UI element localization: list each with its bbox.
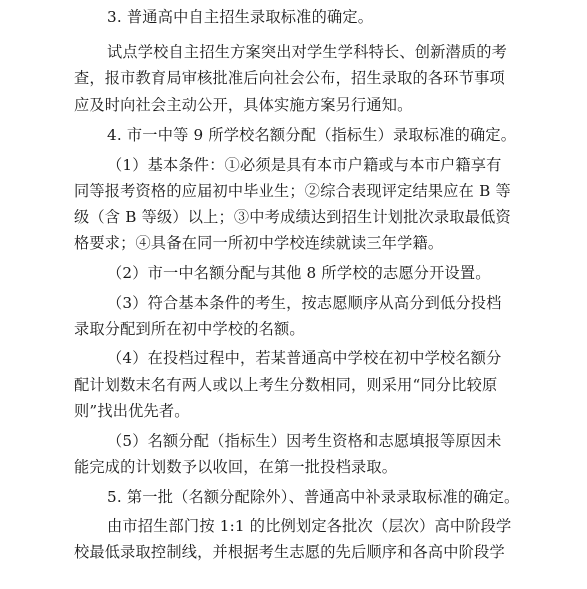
paragraph-line: 由市招生部门按 1:1 的比例划定各批次（层次）高中阶段学 (107, 517, 512, 535)
paragraph-line: 同等报考资格的应届初中毕业生；②综合表现评定结果应在 B 等 (74, 182, 511, 200)
paragraph-line: 级（含 B 等级）以上；③中考成绩达到招生计划批次录取最低资 (74, 208, 511, 226)
paragraph-line: （3）符合基本条件的考生，按志愿顺序从高分到低分投档 (107, 294, 502, 312)
paragraph-line: 能完成的计划数予以收回，在第一批投档录取。 (74, 458, 398, 476)
paragraph-line: 应及时向社会主动公开，具体实施方案另行通知。 (74, 96, 413, 114)
paragraph-line: （2）市一中名额分配与其他 8 所学校的志愿分开设置。 (107, 264, 491, 282)
section-heading-5: 5. 第一批（名额分配除外）、普通高中补录录取标准的确定。 (107, 488, 520, 506)
paragraph-line: 试点学校自主招生方案突出对学生学科特长、创新潜质的考 (107, 43, 508, 61)
section-heading-3: 3. 普通高中自主招生录取标准的确定。 (107, 8, 374, 26)
paragraph-line: （1）基本条件：①必须是具有本市户籍或与本市户籍享有 (107, 156, 502, 174)
paragraph-line: （5）名额分配（指标生）因考生资格和志愿填报等原因未 (107, 432, 502, 450)
paragraph-line: 格要求；④具备在同一所初中学校连续就读三年学籍。 (74, 234, 444, 252)
paragraph-line: （4）在投档过程中，若某普通高中学校在初中学校名额分 (107, 349, 502, 367)
paragraph-line: 查，报市教育局审核批准后向社会公布，招生录取的各环节事项 (74, 69, 505, 87)
paragraph-line: 录取分配到所在初中学校的名额。 (74, 320, 305, 338)
paragraph-line: 校最低录取控制线，并根据考生志愿的先后顺序和各高中阶段学 (74, 543, 505, 561)
section-heading-4: 4. 市一中等 9 所学校名额分配（指标生）录取标准的确定。 (107, 126, 517, 144)
paragraph-line: 则”找出优先者。 (74, 402, 190, 420)
paragraph-line: 配计划数末名有两人或以上考生分数相同，则采用“同分比较原 (74, 376, 498, 394)
